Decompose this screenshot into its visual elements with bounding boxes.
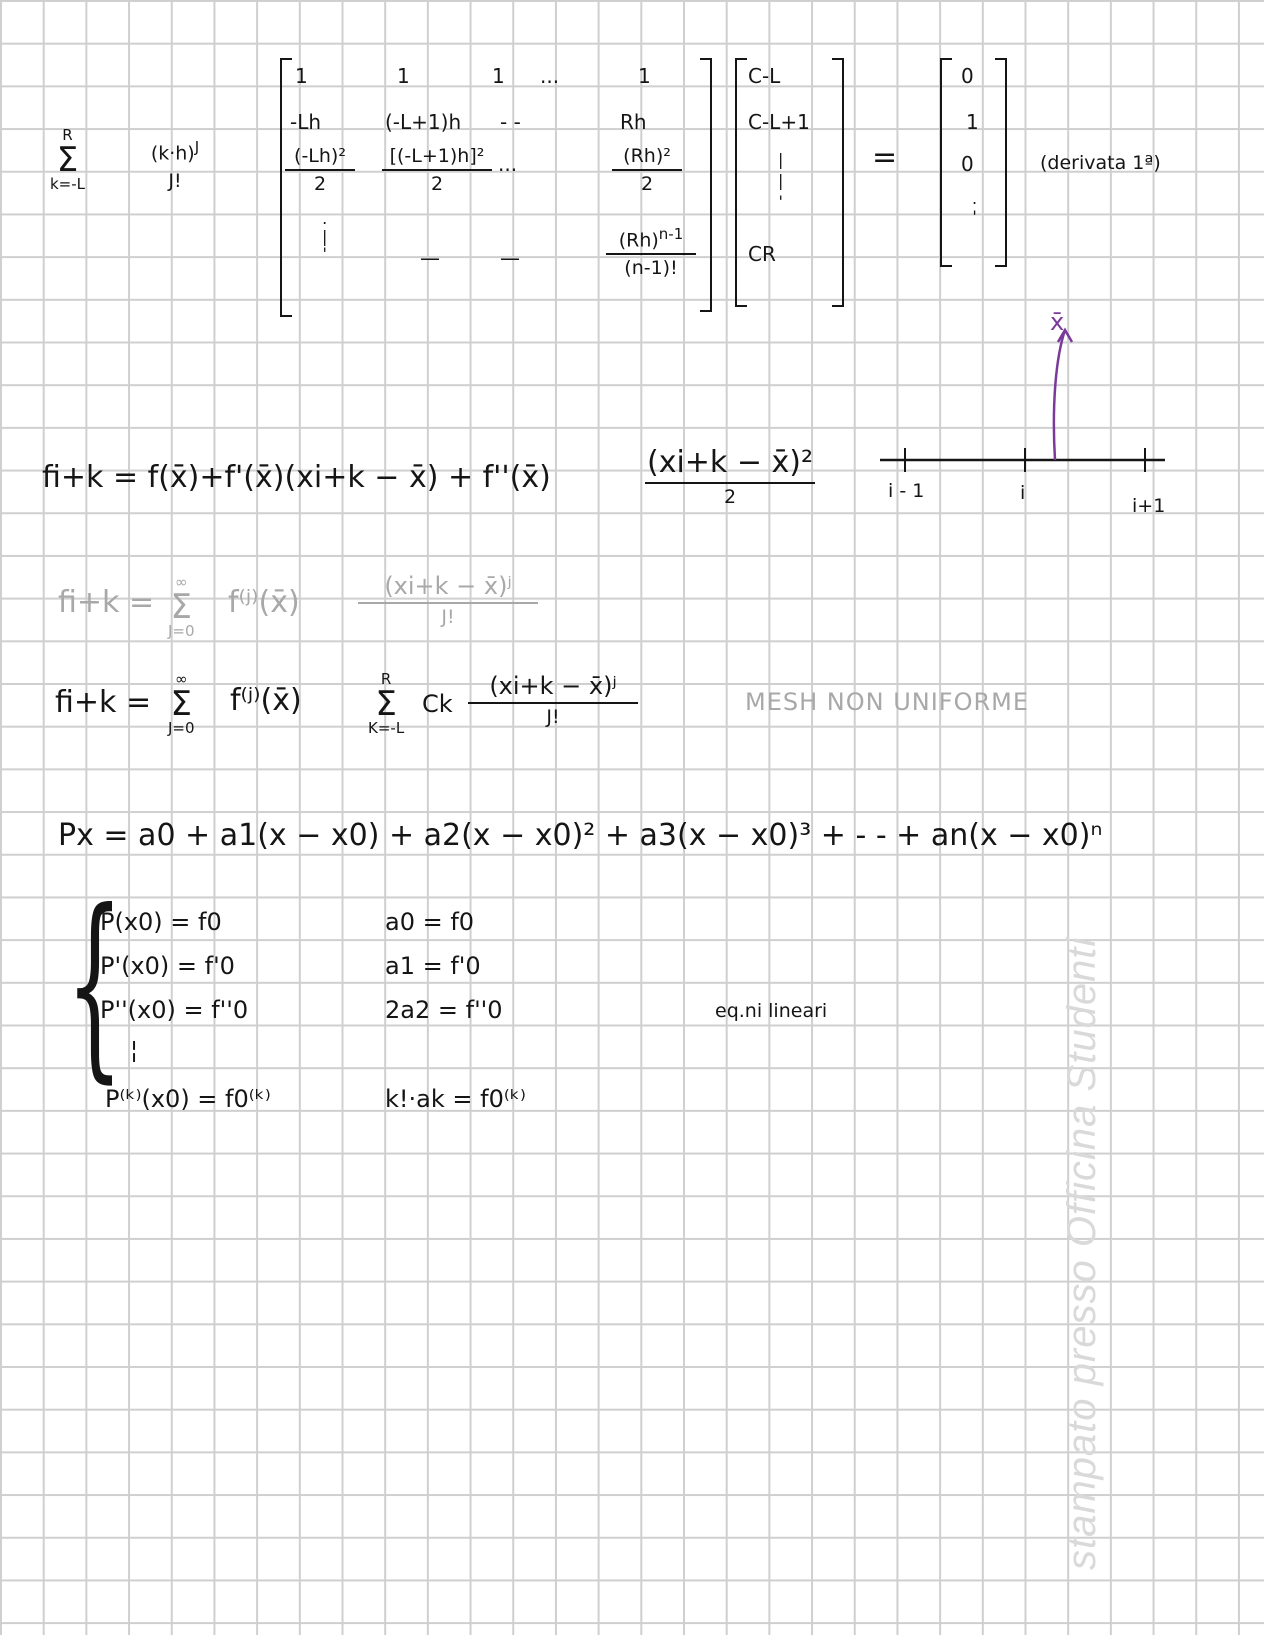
matrix-cell: (-L+1)h <box>385 110 462 134</box>
matrix-fraction: (Rh)² 2 <box>612 145 682 195</box>
system-right-row: a1 = f'0 <box>385 952 481 980</box>
vector-c-left-bracket <box>735 58 747 307</box>
axis-marker-xbar: x̄ <box>1050 308 1065 336</box>
taylor-fraction <box>645 445 815 508</box>
system-left-row: ¦ <box>130 1036 139 1064</box>
matrix-fraction: $(Rh)^{n-1}$ (n-1)! <box>606 225 696 279</box>
system-right-row: k!·ak = f0⁽ᵏ⁾ <box>385 1085 526 1113</box>
series-term: f⁽ʲ⁾(x̄) <box>230 683 302 718</box>
sigma-icon: Σ <box>170 684 193 724</box>
gray-series-term: f⁽ʲ⁾(x̄) <box>228 585 300 620</box>
inner-summation: R Σ K=-L <box>368 670 405 737</box>
gray-series-lhs: fi+k = <box>58 585 155 620</box>
sigma-icon: Σ <box>170 587 193 627</box>
gray-summation: ∞ Σ J=0 <box>168 573 195 640</box>
vector-c-entry: C-L <box>748 64 781 88</box>
sigma-icon: Σ <box>56 140 79 180</box>
system-right-row: 2a2 = f''0 <box>385 996 503 1024</box>
mesh-note: MESH NON UNIFORME <box>745 688 1030 716</box>
vector-rhs-entry: 0 <box>961 152 974 176</box>
vector-rhs-dots: . ' <box>972 189 978 226</box>
system-left-row: P⁽ᵏ⁾(x0) = f0⁽ᵏ⁾ <box>105 1085 271 1113</box>
system-left-row: P'(x0) = f'0 <box>100 952 235 980</box>
matrix-cell: ... <box>540 64 560 88</box>
system-left-row: P(x0) = f0 <box>100 908 222 936</box>
sum-denominator: J! <box>168 170 182 193</box>
matrix-cell: 1 <box>492 64 505 88</box>
system-left-row: P''(x0) = f''0 <box>100 996 249 1024</box>
taylor-denominator: 2 <box>723 486 737 508</box>
matrix-cell: — <box>420 246 440 270</box>
matrix-fraction: (-Lh)² 2 <box>285 145 355 195</box>
vector-rhs-entry: 0 <box>961 64 974 88</box>
purple-arrow-icon <box>1054 330 1065 460</box>
vector-c-right-bracket <box>832 58 844 307</box>
taylor-line: fi+k = f(x̄)+f'(x̄)(xi+k − x̄) + f''(x̄) <box>42 460 551 495</box>
matrix-cell: ... <box>498 152 518 176</box>
sum-numerator-exponent: J <box>194 138 200 156</box>
series-lhs: fi+k = <box>55 685 152 720</box>
summation-symbol <box>50 128 85 192</box>
axis-label: i+1 <box>1132 495 1166 517</box>
vector-c-dots: | | ' <box>778 150 784 211</box>
matrix-cell: Rh <box>620 110 647 134</box>
vector-rhs-entry: 1 <box>966 110 979 134</box>
axis-label: i - 1 <box>888 480 925 502</box>
vector-c-entry: CR <box>748 242 776 266</box>
matrix-cell: 1 <box>638 64 651 88</box>
matrix-cell: 1 <box>295 64 308 88</box>
watermark: stampato presso Officina Studenti <box>1060 936 1104 1570</box>
system-right-row: a0 = f0 <box>385 908 475 936</box>
sum-fraction <box>130 138 220 192</box>
matrix-vdots: . | ' <box>322 209 328 264</box>
matrix-cell: — <box>500 246 520 270</box>
equals-sign: = <box>872 140 898 175</box>
axis-label: i <box>1020 482 1026 504</box>
vector-c-entry: C-L+1 <box>748 110 810 134</box>
matrix-cell: 1 <box>397 64 410 88</box>
linear-equations-note: eq.ni lineari <box>715 1000 828 1022</box>
sum-numerator: (k·h) <box>150 142 195 165</box>
gray-series-fraction: (xi+k − x̄)ʲ J! <box>358 572 538 628</box>
matrix-cell: - - <box>500 110 521 134</box>
matrix-cell: -Lh <box>290 110 322 134</box>
outer-summation: ∞ Σ J=0 <box>168 670 195 737</box>
polynomial-expression: Px = a0 + a1(x − x0) + a2(x − x0)² + a3(x − x0)³ + - - + an(x − x0)ⁿ <box>58 818 1103 853</box>
system-brace: { <box>66 868 124 1101</box>
vector-rhs-left-bracket <box>940 58 952 267</box>
sigma-icon: Σ <box>375 684 397 724</box>
series-fraction: (xi+k − x̄)ʲ J! <box>468 672 638 728</box>
mesh-axis-diagram <box>860 300 1180 510</box>
matrix-fraction: [(-L+1)h]² 2 <box>382 145 492 195</box>
taylor-numerator: (xi+k − x̄)² <box>647 445 813 480</box>
vector-rhs-right-bracket <box>995 58 1007 267</box>
matrix-right-bracket <box>700 58 712 312</box>
series-coefficient: Ck <box>422 690 453 718</box>
sum-upper-limit: R <box>62 126 73 144</box>
sum-lower-limit: k=-L <box>50 175 86 193</box>
derivative-note: (derivata 1ª) <box>1040 152 1161 174</box>
